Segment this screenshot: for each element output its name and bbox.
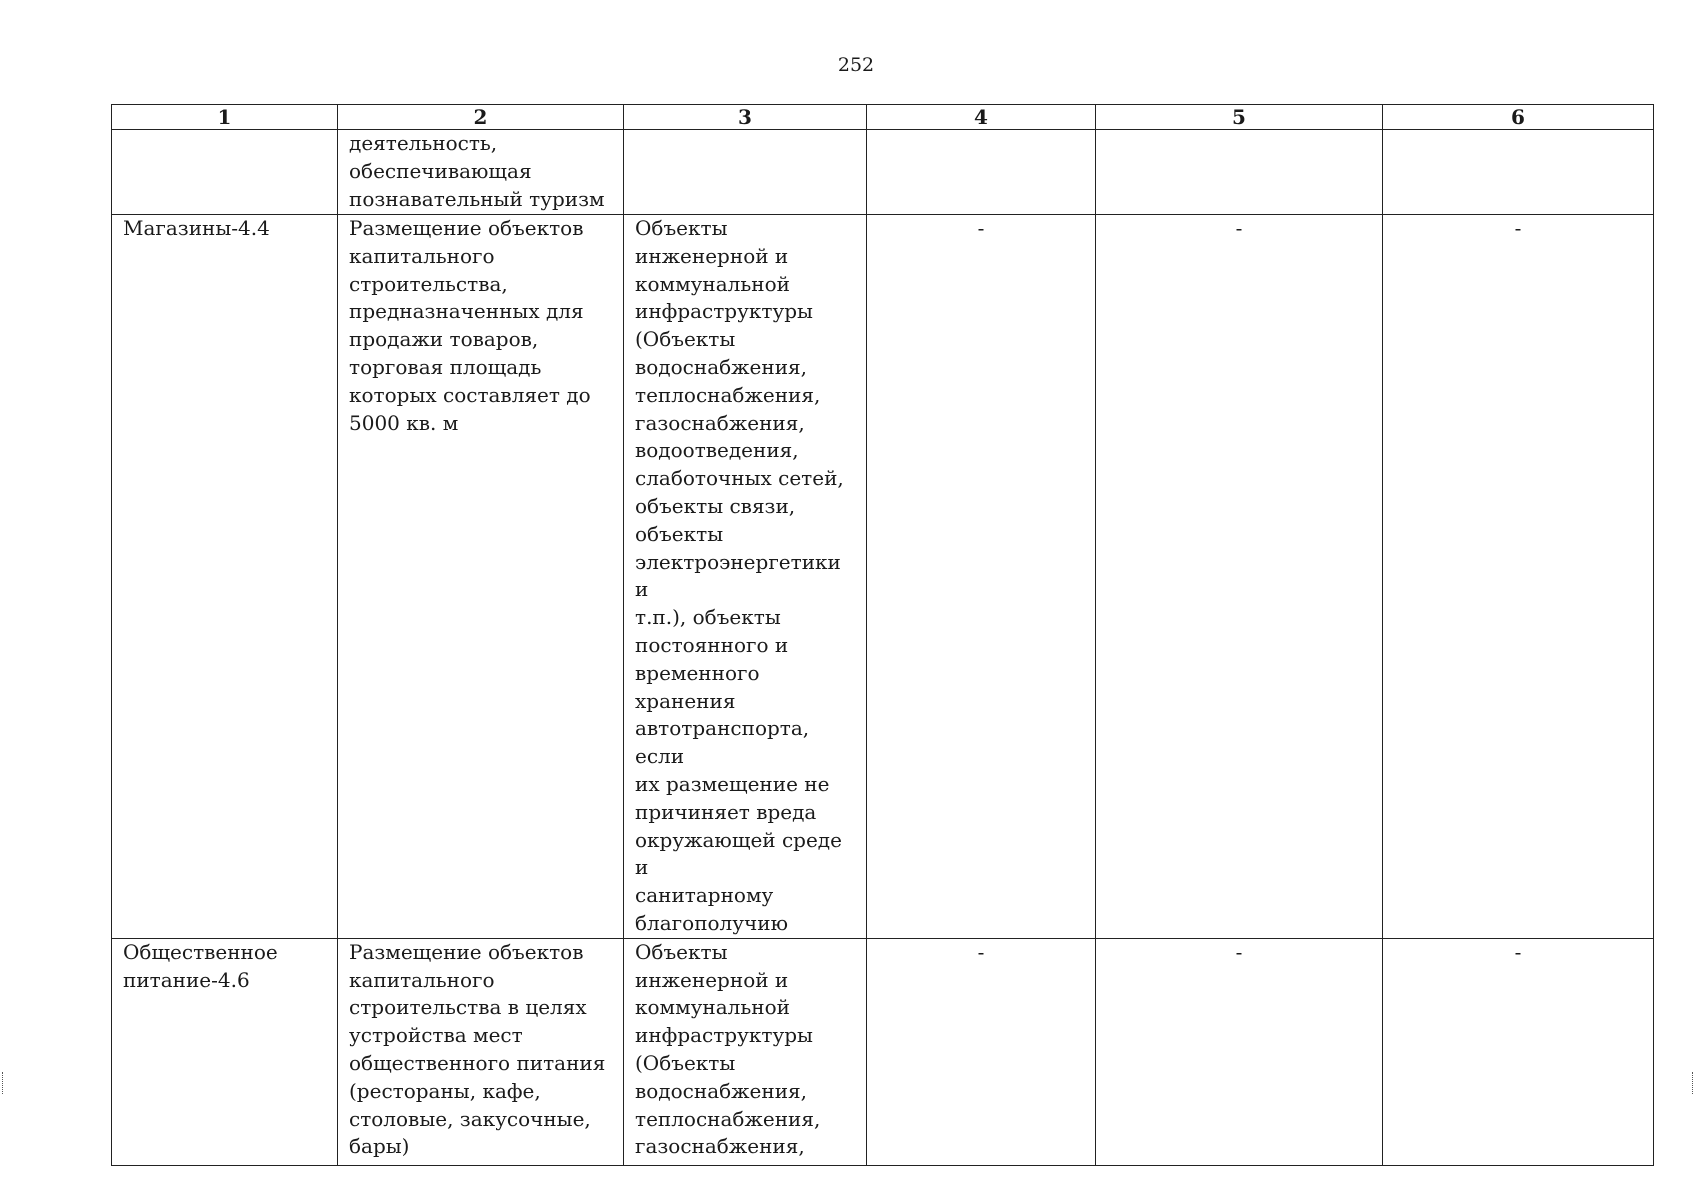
column-header-2: 2 [338,105,624,130]
header-row [112,105,1654,130]
cell-text: Объекты инженерной и коммунальной инфраструктуры (Объекты водоснабжения, теплоснабжения, газоснабжения, [635,939,821,1159]
cell-text: Размещение объектов капитального строительства, предназначенных для продажи товаров, торговая площадь которых составляет до 5000 кв. м [349,216,591,435]
table-cell [112,938,338,1165]
table-cell [112,130,338,215]
table-row [112,215,1654,939]
cell-text: Общественное питание-4.6 [123,939,278,992]
table-row [112,938,1654,1165]
table-cell [112,215,338,939]
zoning-table [111,104,1654,1166]
table-cell [1096,130,1383,215]
table-cell [624,215,867,939]
table-cell [867,938,1096,1165]
cell-text: - [977,216,985,240]
cell-text: Магазины-4.4 [123,216,270,240]
table-cell [624,938,867,1165]
cell-text: - [1235,216,1243,240]
table-cell [338,938,624,1165]
table-cell [338,130,624,215]
table-cell [867,215,1096,939]
cell-text: - [977,939,985,964]
column-header-6: 6 [1383,105,1654,130]
cell-text: Размещение объектов капитального строительства в целях устройства мест общественного питания (рестораны, кафе, столовые, закусочные, бары) [349,939,606,1159]
page-number: 252 [837,54,875,76]
cell-text: Объекты инженерной и коммунальной инфраструктуры (Объекты водоснабжения, теплоснабжения, газоснабжения, водоотведения, слаботочных сетей, объекты связи, объекты электроэнергетики и т.п.), объекты постоянного и временного хранения автотранспорта, если их размещение не причиняет вреда окружающей среде и санитарному благополучию [635,216,844,935]
table-cell [867,130,1096,215]
table-cell [1383,215,1654,939]
table-cell [338,215,624,939]
column-header-3: 3 [624,105,867,130]
table-cell [1096,938,1383,1165]
table-row [112,130,1654,215]
column-header-4: 4 [867,105,1096,130]
table-cell [1096,215,1383,939]
cell-text: - [1235,939,1243,964]
column-header-5: 5 [1096,105,1383,130]
cell-text: - [1514,216,1522,240]
table-cell [1383,130,1654,215]
table-cell [624,130,867,215]
scan-edge-mark-left [2,1072,6,1094]
cell-text: - [1514,939,1522,964]
cell-text: деятельность, обеспечивающая познавательный туризм [349,131,605,211]
scan-edge-mark-right [1692,1072,1696,1094]
column-header-1: 1 [112,105,338,130]
table-cell [1383,938,1654,1165]
